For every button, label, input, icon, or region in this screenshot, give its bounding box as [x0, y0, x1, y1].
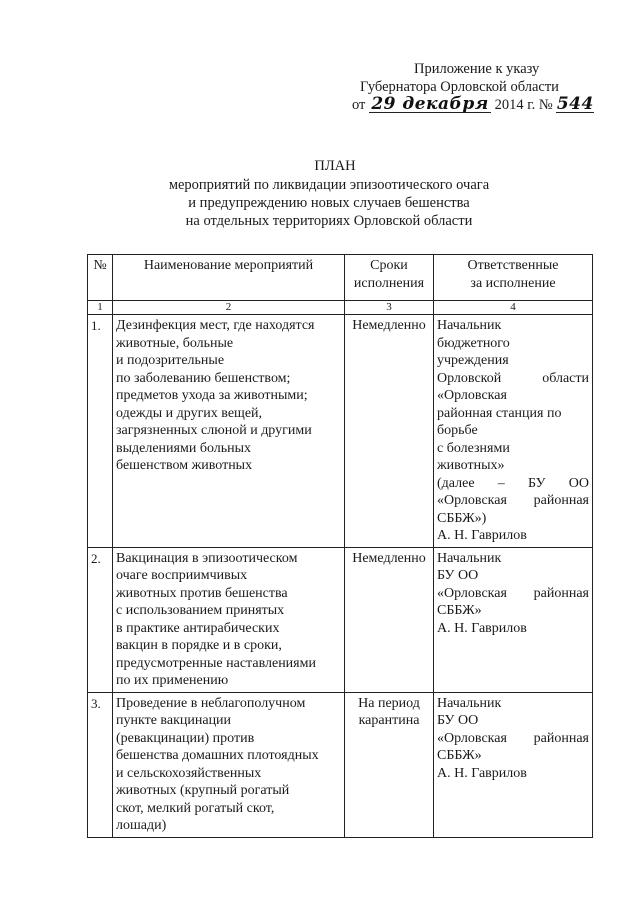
column-index-row [88, 301, 593, 315]
event-cell [113, 315, 345, 548]
responsible-cell-line: БУ ОО [437, 568, 479, 583]
header-num: № [88, 255, 113, 301]
responsible-cell-line: Начальник [437, 550, 502, 566]
term-cell-line: Немедленно [352, 550, 426, 566]
term-cell-line: На период [358, 695, 420, 711]
appendix-line-2: Губернатора Орловской области [360, 79, 559, 95]
event-cell-line: предметов ухода за животными; [116, 388, 308, 403]
event-cell-line: по заболеванию бешенством; [116, 370, 291, 386]
responsible-cell-line: животных» [437, 458, 505, 473]
event-cell-line: бешенства домашних плотоядных [116, 748, 319, 763]
plan-table [87, 254, 593, 838]
term-cell [345, 315, 434, 548]
event-cell-line: бешенством животных [116, 458, 253, 473]
event-cell-line: предусмотренные наставлениями [116, 655, 316, 671]
event-cell-line: Вакцинация в эпизоотическом [116, 550, 298, 566]
column-index: 4 [434, 301, 593, 315]
responsible-cell [434, 315, 593, 548]
row-number: 3. [88, 692, 113, 837]
header-responsible: Ответственные за исполнение [434, 255, 593, 301]
event-cell-line: загрязненных слюной и другими [116, 423, 312, 438]
row-number: 1. [88, 315, 113, 548]
table-row [88, 315, 593, 548]
responsible-cell-line: борьбе [437, 423, 478, 438]
responsible-cell-line: А. Н. Гаврилов [437, 765, 527, 781]
title-line-2: и предупреждению новых случаев бешенства [188, 195, 470, 211]
handwritten-date: 29 декабря [369, 96, 491, 113]
event-cell-line: по их применению [116, 673, 229, 688]
event-cell [113, 547, 345, 692]
title-heading: ПЛАН [314, 158, 356, 174]
event-cell-line: очаге восприимчивых [116, 568, 248, 583]
responsible-cell-line: «Орловская районная [437, 585, 589, 601]
row-number: 2. [88, 547, 113, 692]
column-index: 2 [113, 301, 345, 315]
appendix-from-prefix: от [352, 97, 366, 113]
term-cell [345, 692, 434, 837]
responsible-cell [434, 692, 593, 837]
event-cell-line: лошади) [116, 818, 167, 833]
responsible-cell-line: СББЖ» [437, 603, 482, 618]
table-row [88, 692, 593, 837]
title-line-1: мероприятий по ликвидации эпизоотического очага [168, 177, 490, 193]
responsible-cell-line: А. Н. Гаврилов [437, 528, 527, 543]
responsible-cell-line: Начальник [437, 695, 502, 711]
responsible-cell-line: СББЖ») [437, 510, 487, 526]
appendix-line-3 [340, 94, 594, 114]
term-cell-line: карантина [358, 713, 420, 728]
event-cell-line: одежды и других вещей, [116, 405, 263, 421]
event-cell-line: Дезинфекция мест, где находятся [116, 318, 315, 333]
table-body [88, 315, 593, 838]
event-cell-line: с использованием принятых [116, 603, 285, 618]
responsible-cell-line: бюджетного [437, 335, 510, 351]
event-cell-line: скот, мелкий рогатый скот, [116, 800, 275, 816]
event-cell-line: животные, больные [116, 335, 234, 351]
event-cell-line: и сельскохозяйственных [116, 765, 262, 781]
responsible-cell-line: (далее – БУ ОО [437, 475, 589, 491]
title-line-3: на отдельных территориях Орловской области [185, 213, 473, 229]
event-cell-line: животных (крупный рогатый [116, 783, 290, 798]
appendix-line-1: Приложение к указу [414, 61, 540, 77]
event-cell-line: вакцин в порядке и в сроки, [116, 638, 282, 653]
event-cell-line: животных против бешенства [116, 585, 288, 601]
event-cell-line: Проведение в неблагополучном [116, 695, 306, 711]
column-index: 1 [88, 301, 113, 315]
responsible-cell-line: Начальник [437, 318, 502, 333]
responsible-cell-line: Орловской области [437, 370, 589, 386]
appendix-block [340, 60, 594, 114]
responsible-cell [434, 547, 593, 692]
responsible-cell-line: А. Н. Гаврилов [437, 620, 527, 636]
column-index: 3 [345, 301, 434, 315]
responsible-cell-line: учреждения [437, 353, 509, 368]
responsible-cell-line: «Орловская [437, 388, 507, 403]
handwritten-decree-number: 544 [556, 94, 594, 114]
responsible-cell-line: «Орловская районная [437, 730, 589, 746]
term-cell [345, 547, 434, 692]
responsible-cell-line: «Орловская районная [437, 493, 589, 508]
document-title [0, 157, 640, 230]
appendix-year-text: 2014 г. № [494, 97, 553, 113]
responsible-cell-line: районная станция по [437, 405, 562, 421]
responsible-cell-line: СББЖ» [437, 748, 482, 763]
event-cell-line: и подозрительные [116, 353, 225, 368]
responsible-cell-line: БУ ОО [437, 713, 479, 728]
event-cell-line: пункте вакцинации [116, 713, 232, 728]
term-cell-line: Немедленно [352, 318, 426, 333]
event-cell-line: в практике антирабических [116, 620, 280, 636]
header-term: Сроки исполнения [345, 255, 434, 301]
responsible-cell-line: с болезнями [437, 440, 510, 456]
event-cell [113, 692, 345, 837]
header-event: Наименование мероприятий [113, 255, 345, 301]
table-row [88, 547, 593, 692]
event-cell-line: выделениями больных [116, 440, 252, 456]
event-cell-line: (ревакцинации) против [116, 730, 255, 746]
table-header-row [88, 255, 593, 301]
